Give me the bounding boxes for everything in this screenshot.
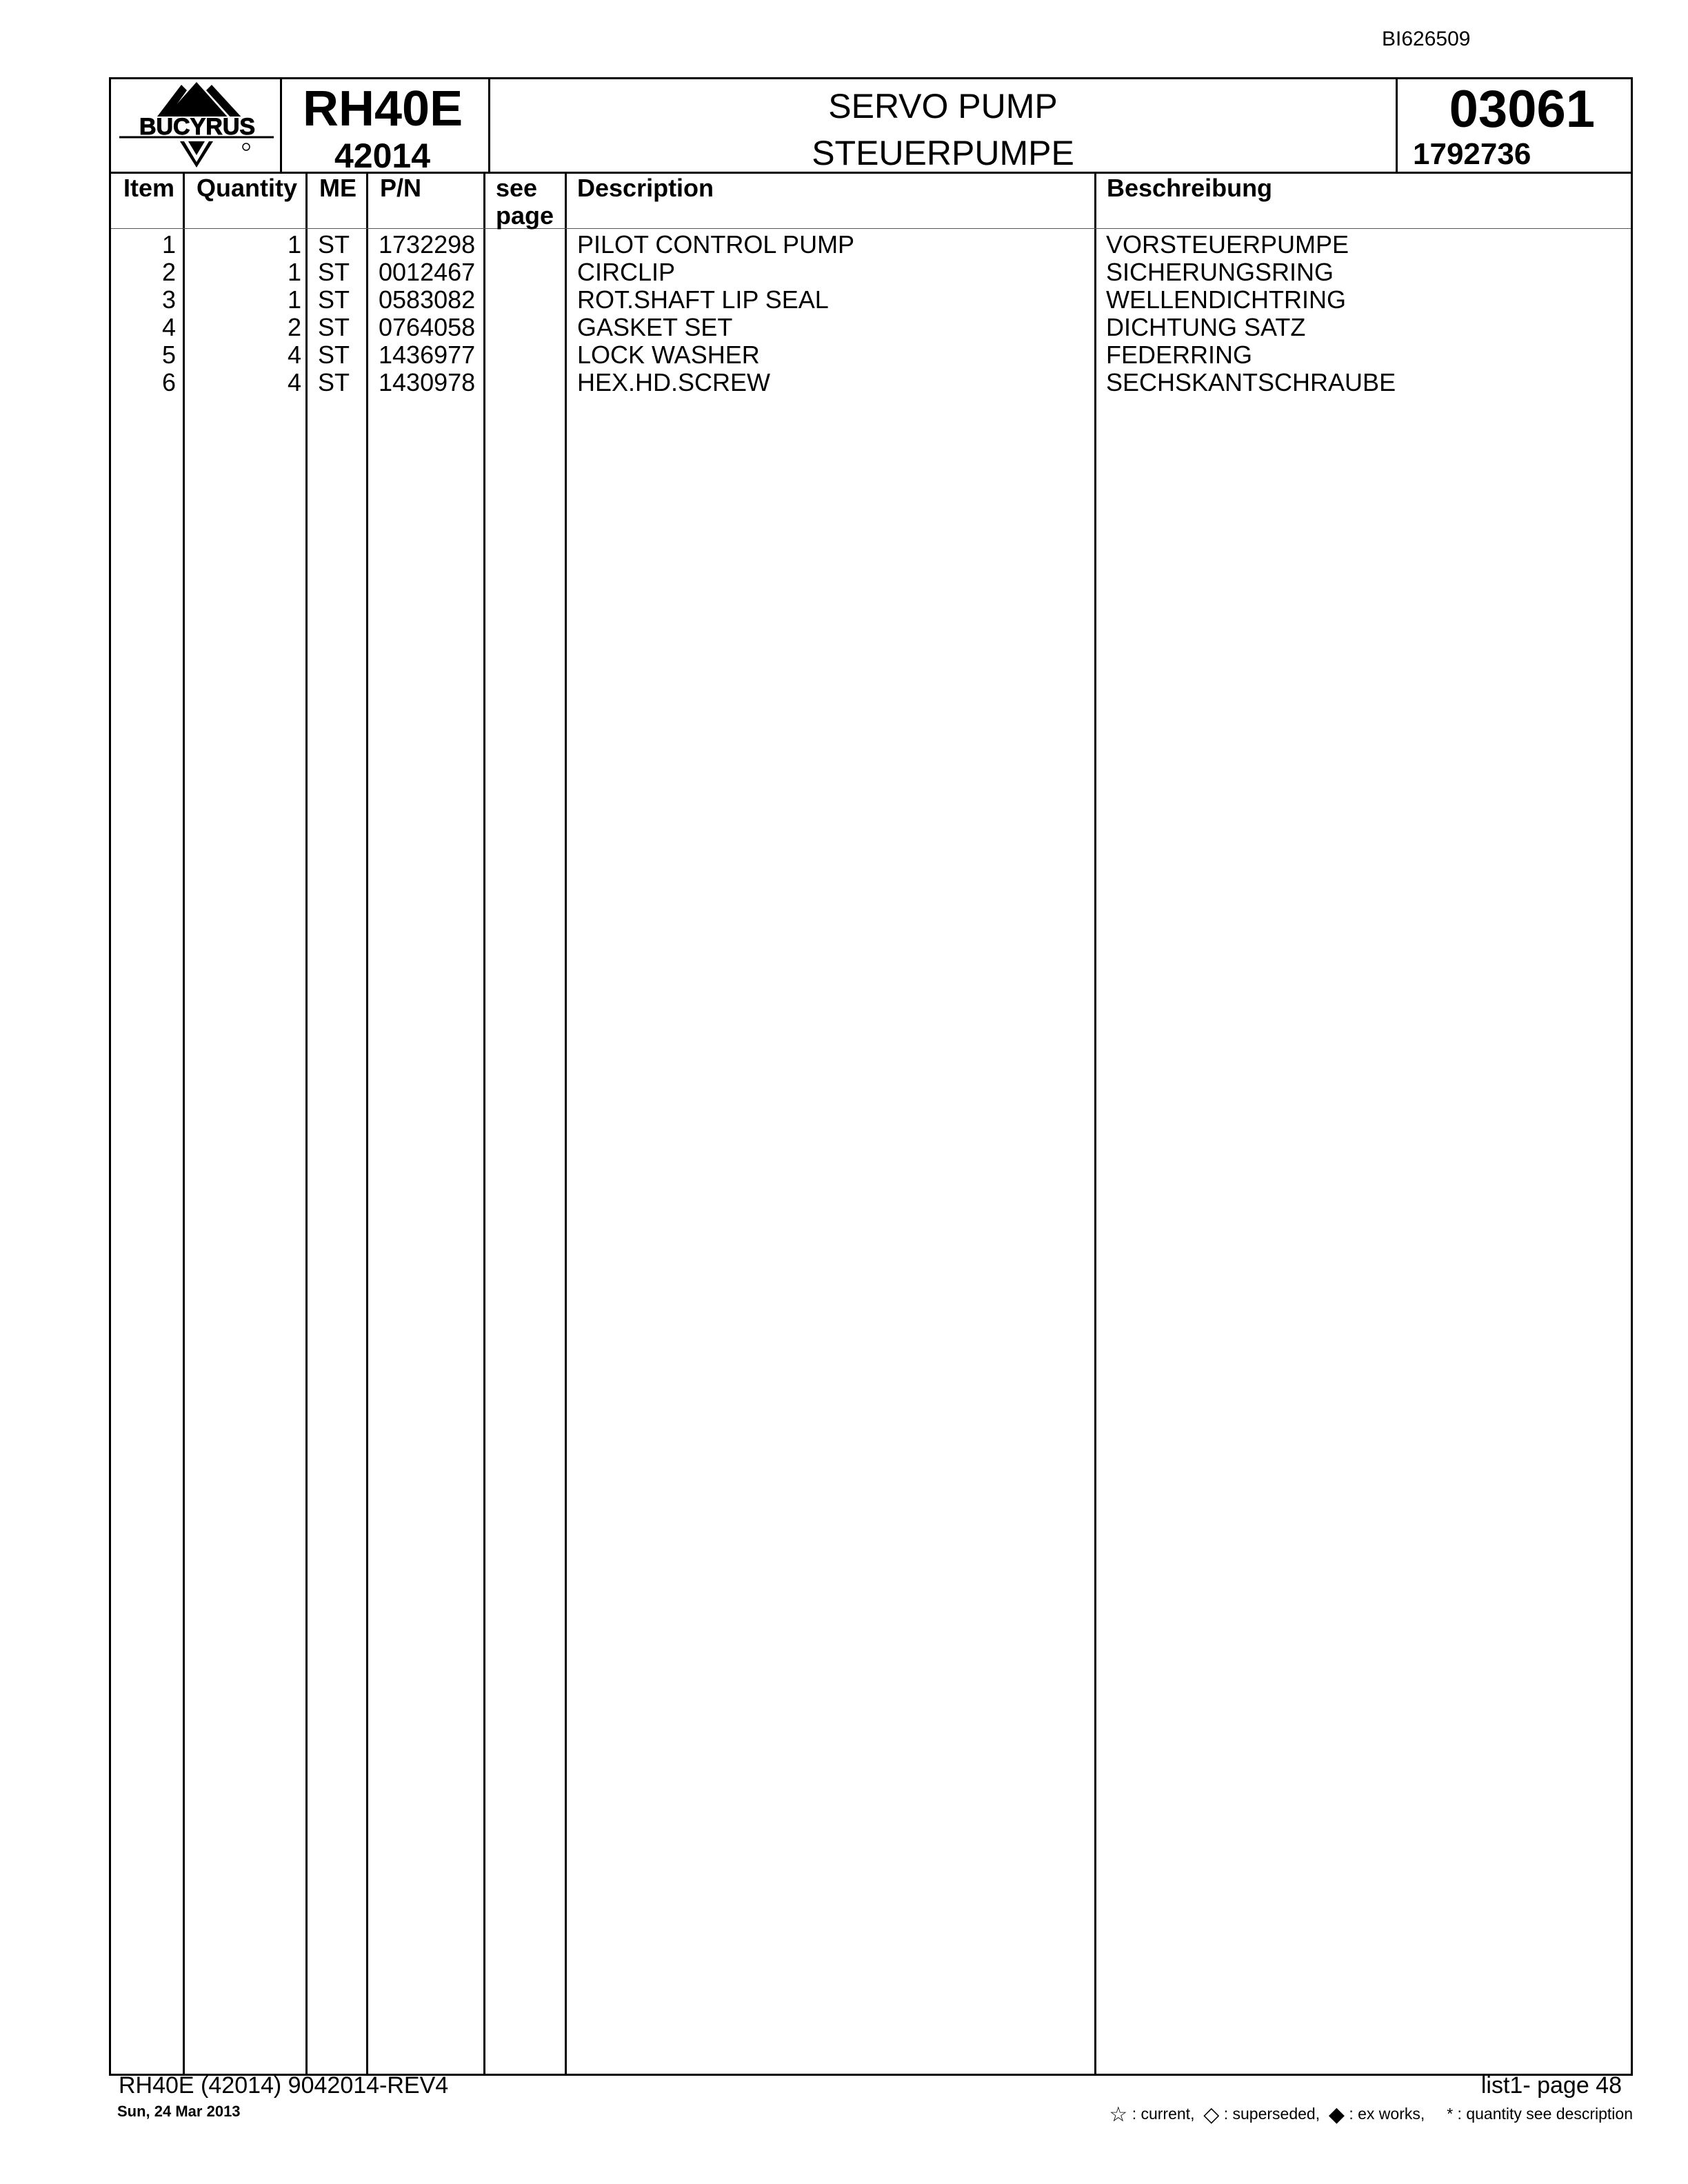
model-code: 42014 [334,136,431,175]
column-header-item: Item [123,174,175,202]
cell-quantity: 1 [287,285,301,314]
cell-me: ST [318,230,350,259]
table-row [111,231,1631,259]
cell-me: ST [318,258,350,286]
column-divider [565,172,567,2074]
cell-item: 4 [161,313,176,341]
footer-page-reference: list1- page 48 [1480,2072,1622,2099]
footer-date: Sun, 24 Mar 2013 [117,2103,241,2120]
diamond-filled-icon: ◆ [1328,2103,1345,2126]
cell-part-number: 1732298 [379,230,476,259]
column-header-description: Description [577,174,714,202]
cell-item: 6 [161,368,176,396]
cell-item: 1 [161,230,176,259]
cell-description: GASKET SET [577,313,733,341]
cell-me: ST [318,313,350,341]
cell-beschreibung: WELLENDICHTRING [1106,285,1347,314]
cell-me: ST [318,341,350,369]
cell-quantity: 1 [287,230,301,259]
cell-beschreibung: SECHSKANTSCHRAUBE [1106,368,1396,396]
cell-me: ST [318,285,350,314]
bucyrus-logo [111,79,282,172]
document-id: BI626509 [1382,28,1471,50]
table-row [111,341,1631,369]
model-name: RH40E [303,81,463,136]
cell-me: ST [318,368,350,396]
star-outline-icon: ☆ [1109,2103,1128,2126]
column-header-page: page [496,201,554,230]
diamond-outline-icon: ◇ [1203,2103,1220,2126]
cell-beschreibung: SICHERUNGSRING [1106,258,1334,286]
legend-current: : current, [1132,2105,1195,2123]
column-header-me: ME [319,174,356,202]
cell-part-number: 0012467 [379,258,476,286]
cell-item: 5 [161,341,176,369]
cell-quantity: 4 [287,368,301,396]
column-header-beschreibung: Beschreibung [1107,174,1273,202]
column-divider [1094,172,1096,2074]
table-row [111,314,1631,341]
cell-description: CIRCLIP [577,258,676,286]
column-header-pn: P/N [380,174,422,202]
table-row [111,259,1631,286]
cell-beschreibung: FEDERRING [1106,341,1253,369]
column-divider [483,172,485,2074]
group-cell [1398,79,1631,172]
logo-cell [111,79,282,172]
cell-part-number: 1430978 [379,368,476,396]
column-header-see: see [496,174,538,202]
group-part-number: 1792736 [1413,137,1531,171]
cell-description: PILOT CONTROL PUMP [577,230,855,259]
cell-quantity: 4 [287,341,301,369]
table-row [111,286,1631,314]
legend-superseded: : superseded, [1223,2105,1320,2123]
legend-quantity-note: * : quantity see description [1447,2105,1633,2123]
column-divider [183,172,185,2074]
cell-quantity: 2 [287,313,301,341]
cell-description: HEX.HD.SCREW [577,368,771,396]
table-row [111,369,1631,396]
cell-item: 3 [161,285,176,314]
footer-document-reference: RH40E (42014) 9042014-REV4 [119,2072,449,2099]
cell-part-number: 1436977 [379,341,476,369]
model-cell [282,79,490,175]
group-number: 03061 [1449,80,1595,139]
header-separator [111,228,1631,229]
title-english: SERVO PUMP [828,87,1058,125]
cell-beschreibung: DICHTUNG SATZ [1106,313,1306,341]
cell-description: LOCK WASHER [577,341,760,369]
legend-ex-works: : ex works, [1349,2105,1425,2123]
column-header-quantity: Quantity [197,174,298,202]
cell-part-number: 0583082 [379,285,476,314]
title-cell [490,79,1398,172]
page-header [109,77,1633,174]
footer-legend [1109,2103,1633,2127]
parts-table [109,172,1633,2076]
svg-text:BUCYRUS: BUCYRUS [139,114,256,140]
column-divider [366,172,368,2074]
cell-description: ROT.SHAFT LIP SEAL [577,285,829,314]
title-german: STEUERPUMPE [812,134,1074,172]
cell-quantity: 1 [287,258,301,286]
cell-part-number: 0764058 [379,313,476,341]
cell-item: 2 [161,258,176,286]
column-divider [305,172,308,2074]
cell-beschreibung: VORSTEUERPUMPE [1106,230,1349,259]
